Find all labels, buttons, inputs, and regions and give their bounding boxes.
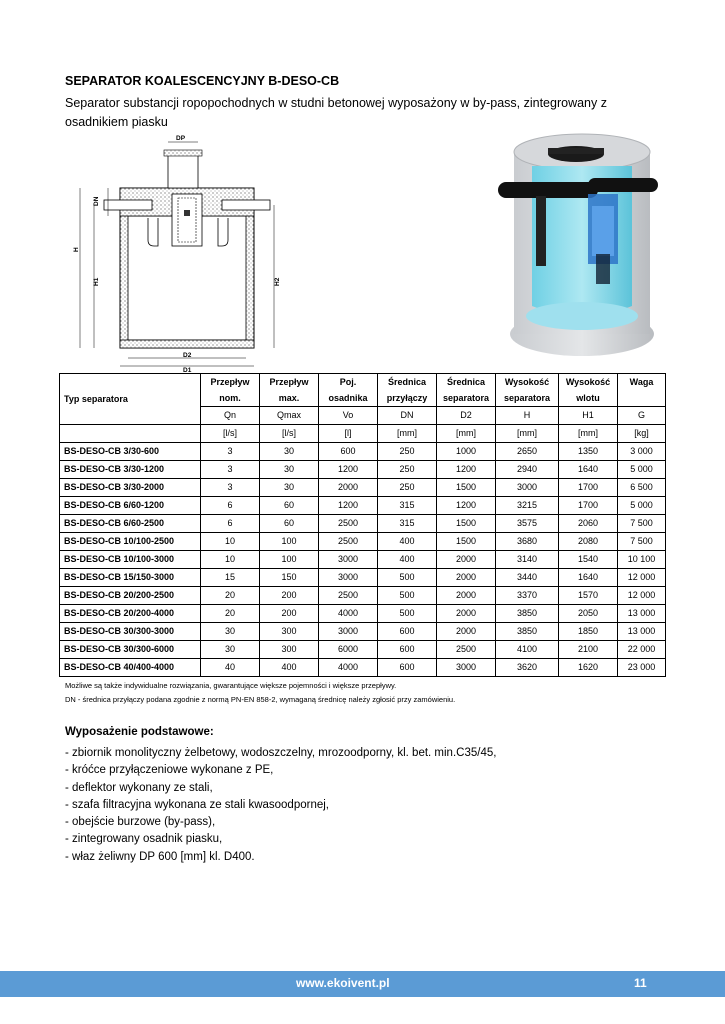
separator-type-cell: BS-DESO-CB 15/150-3000 <box>60 569 201 587</box>
table-cell: 3680 <box>496 533 559 551</box>
table-cell: 1200 <box>319 461 378 479</box>
table-cell: 600 <box>378 659 437 677</box>
page-title: SEPARATOR KOALESCENCYJNY B-DESO-CB <box>65 74 340 88</box>
note-dn-definition: DN - średnica przyłączy podana zgodnie z normą PN-EN 858-2, wymaganą średnicę należy zgłosić przy zamówieniu. <box>65 695 456 704</box>
table-row <box>60 443 666 461</box>
col-header: Waga <box>618 374 666 391</box>
table-cell: 7 500 <box>618 533 666 551</box>
label-dn: DN <box>93 196 100 206</box>
col-unit: [l/s] <box>260 425 319 443</box>
table-cell: 3575 <box>496 515 559 533</box>
cross-section-diagram <box>68 128 294 373</box>
table-row <box>60 659 666 677</box>
list-item: - szafa filtracyjna wykonana ze stali kwasoodpornej, <box>65 798 329 811</box>
equipment-title: Wyposażenie podstawowe: <box>65 726 214 738</box>
table-cell: 3 <box>201 479 260 497</box>
table-cell: 600 <box>378 623 437 641</box>
table-cell: 1000 <box>437 443 496 461</box>
table-cell: 200 <box>260 587 319 605</box>
separator-type-cell: BS-DESO-CB 3/30-1200 <box>60 461 201 479</box>
table-cell: 1850 <box>559 623 618 641</box>
table-cell: 6 <box>201 515 260 533</box>
table-cell: 2500 <box>319 587 378 605</box>
table-cell: 1500 <box>437 479 496 497</box>
table-cell: 4000 <box>319 659 378 677</box>
table-cell: 40 <box>201 659 260 677</box>
table-cell: 20 <box>201 605 260 623</box>
table-cell: 30 <box>260 461 319 479</box>
table-cell: 6 500 <box>618 479 666 497</box>
table-row <box>60 641 666 659</box>
equipment-list <box>65 745 496 866</box>
table-cell: 500 <box>378 605 437 623</box>
table-cell: 2500 <box>319 515 378 533</box>
table-cell: 2050 <box>559 605 618 623</box>
table-cell: 2940 <box>496 461 559 479</box>
table-cell: 30 <box>260 479 319 497</box>
table-cell: 23 000 <box>618 659 666 677</box>
table-cell: 3440 <box>496 569 559 587</box>
separator-type-cell: BS-DESO-CB 6/60-2500 <box>60 515 201 533</box>
table-cell: 4000 <box>319 605 378 623</box>
col-unit: [kg] <box>618 425 666 443</box>
subtitle-line-2: osadnikiem piasku <box>65 115 168 129</box>
table-cell: 1700 <box>559 479 618 497</box>
table-row <box>60 569 666 587</box>
list-item: - deflektor wykonany ze stali, <box>65 781 213 794</box>
table-unit-row <box>60 425 666 443</box>
col-unit: [mm] <box>496 425 559 443</box>
table-cell: 3 <box>201 461 260 479</box>
list-item: - zintegrowany osadnik piasku, <box>65 833 223 846</box>
type-header: Typ separatora <box>60 374 201 425</box>
table-cell: 1570 <box>559 587 618 605</box>
table-cell: 500 <box>378 569 437 587</box>
table-cell: 300 <box>260 623 319 641</box>
table-cell: 7 500 <box>618 515 666 533</box>
col-header-line2 <box>618 390 666 407</box>
table-cell: 3000 <box>319 569 378 587</box>
table-cell: 10 <box>201 551 260 569</box>
label-d2: D2 <box>183 352 192 359</box>
table-cell: 1350 <box>559 443 618 461</box>
col-header: Przepływ <box>201 374 260 391</box>
table-cell: 4100 <box>496 641 559 659</box>
table-row <box>60 605 666 623</box>
table-row <box>60 533 666 551</box>
table-cell: 3850 <box>496 605 559 623</box>
col-header-line2: przyłączy <box>378 390 437 407</box>
table-cell: 400 <box>260 659 319 677</box>
subtitle-line-1: Separator substancji ropopochodnych w studni betonowej wyposażony w by-pass, zintegrowany z <box>65 96 607 110</box>
table-cell: 250 <box>378 461 437 479</box>
table-cell: 1200 <box>319 497 378 515</box>
table-cell: 30 <box>201 641 260 659</box>
table-cell: 2500 <box>437 641 496 659</box>
table-cell: 2000 <box>437 623 496 641</box>
separator-type-cell: BS-DESO-CB 10/100-3000 <box>60 551 201 569</box>
label-h1: H1 <box>93 277 100 286</box>
label-h: H <box>73 247 80 252</box>
col-header: Wysokość <box>496 374 559 391</box>
table-cell: 250 <box>378 479 437 497</box>
note-individual-solutions: Możliwe są także indywidualne rozwiązania, gwarantujące większe pojemności i większe przepływy. <box>65 681 397 690</box>
col-unit: [l] <box>319 425 378 443</box>
table-row <box>60 479 666 497</box>
table-cell: 200 <box>260 605 319 623</box>
col-header: Przepływ <box>260 374 319 391</box>
table-cell: 60 <box>260 515 319 533</box>
col-header-line2: max. <box>260 390 319 407</box>
list-item: - obejście burzowe (by-pass), <box>65 816 216 829</box>
table-cell: 2000 <box>437 569 496 587</box>
table-cell: 6 <box>201 497 260 515</box>
col-header-line2: separatora <box>496 390 559 407</box>
table-row <box>60 515 666 533</box>
table-cell: 3 000 <box>618 443 666 461</box>
table-cell: 300 <box>260 641 319 659</box>
table-cell: 2080 <box>559 533 618 551</box>
table-cell: 1500 <box>437 515 496 533</box>
table-cell: 1200 <box>437 497 496 515</box>
separator-3d-render <box>492 130 662 360</box>
col-symbol: D2 <box>437 407 496 425</box>
table-cell: 5 000 <box>618 461 666 479</box>
specification-table <box>59 373 666 677</box>
col-symbol: G <box>618 407 666 425</box>
table-cell: 1540 <box>559 551 618 569</box>
table-cell: 3000 <box>319 551 378 569</box>
table-row <box>60 497 666 515</box>
col-symbol: H1 <box>559 407 618 425</box>
table-cell: 315 <box>378 497 437 515</box>
col-unit: [mm] <box>437 425 496 443</box>
table-cell: 2060 <box>559 515 618 533</box>
col-symbol: Qmax <box>260 407 319 425</box>
table-cell: 1200 <box>437 461 496 479</box>
col-unit: [mm] <box>378 425 437 443</box>
table-header-row <box>60 374 666 391</box>
table-cell: 100 <box>260 533 319 551</box>
col-header-line2: nom. <box>201 390 260 407</box>
label-d1: D1 <box>183 367 192 373</box>
table-cell: 2500 <box>319 533 378 551</box>
col-header: Poj. <box>319 374 378 391</box>
col-symbol: Vo <box>319 407 378 425</box>
col-symbol: Qn <box>201 407 260 425</box>
col-header: Średnica <box>378 374 437 391</box>
table-cell: 400 <box>378 551 437 569</box>
table-cell: 1640 <box>559 569 618 587</box>
table-cell: 10 100 <box>618 551 666 569</box>
table-cell: 1640 <box>559 461 618 479</box>
table-row <box>60 623 666 641</box>
table-cell: 150 <box>260 569 319 587</box>
table-cell: 2000 <box>437 551 496 569</box>
table-cell: 60 <box>260 497 319 515</box>
table-cell: 3140 <box>496 551 559 569</box>
col-header: Wysokość <box>559 374 618 391</box>
list-item: - króćce przyłączeniowe wykonane z PE, <box>65 764 274 777</box>
table-cell: 500 <box>378 587 437 605</box>
col-unit: [mm] <box>559 425 618 443</box>
page-number: 11 <box>634 976 647 990</box>
table-cell: 30 <box>260 443 319 461</box>
col-header-line2: wlotu <box>559 390 618 407</box>
table-cell: 400 <box>378 533 437 551</box>
separator-type-cell: BS-DESO-CB 40/400-4000 <box>60 659 201 677</box>
table-cell: 12 000 <box>618 569 666 587</box>
table-cell: 1620 <box>559 659 618 677</box>
col-symbol: H <box>496 407 559 425</box>
footer-bar <box>0 971 725 997</box>
table-cell: 1500 <box>437 533 496 551</box>
separator-type-cell: BS-DESO-CB 30/300-3000 <box>60 623 201 641</box>
table-cell: 3 <box>201 443 260 461</box>
table-cell: 2000 <box>319 479 378 497</box>
table-cell: 3215 <box>496 497 559 515</box>
col-header-line2: osadnika <box>319 390 378 407</box>
table-cell: 1700 <box>559 497 618 515</box>
table-cell: 5 000 <box>618 497 666 515</box>
list-item: - zbiornik monolityczny żelbetowy, wodoszczelny, mrozoodporny, kl. bet. min.C35/45, <box>65 747 497 759</box>
separator-type-cell: BS-DESO-CB 20/200-2500 <box>60 587 201 605</box>
table-cell: 3000 <box>437 659 496 677</box>
footer-website-link[interactable]: www.ekoivent.pl <box>296 976 390 990</box>
table-cell: 315 <box>378 515 437 533</box>
table-cell: 3000 <box>496 479 559 497</box>
table-cell: 3850 <box>496 623 559 641</box>
table-row <box>60 587 666 605</box>
list-item: - właz żeliwny DP 600 [mm] kl. D400. <box>65 850 255 863</box>
table-row <box>60 551 666 569</box>
table-cell: 2100 <box>559 641 618 659</box>
page-subtitle <box>65 94 661 132</box>
table-cell: 100 <box>260 551 319 569</box>
table-cell: 2000 <box>437 605 496 623</box>
table-cell: 3000 <box>319 623 378 641</box>
separator-type-cell: BS-DESO-CB 10/100-2500 <box>60 533 201 551</box>
table-cell: 20 <box>201 587 260 605</box>
separator-type-cell: BS-DESO-CB 30/300-6000 <box>60 641 201 659</box>
table-cell: 250 <box>378 443 437 461</box>
table-cell: 12 000 <box>618 587 666 605</box>
table-cell: 13 000 <box>618 605 666 623</box>
separator-type-cell: BS-DESO-CB 3/30-2000 <box>60 479 201 497</box>
label-dp: DP <box>176 135 186 142</box>
col-symbol: DN <box>378 407 437 425</box>
table-cell: 30 <box>201 623 260 641</box>
table-cell: 600 <box>319 443 378 461</box>
table-cell: 10 <box>201 533 260 551</box>
separator-type-cell: BS-DESO-CB 3/30-600 <box>60 443 201 461</box>
table-cell: 2000 <box>437 587 496 605</box>
table-cell: 3370 <box>496 587 559 605</box>
col-unit: [l/s] <box>201 425 260 443</box>
col-header: Średnica <box>437 374 496 391</box>
table-cell: 13 000 <box>618 623 666 641</box>
label-h2: H2 <box>274 277 281 286</box>
col-header-line2: separatora <box>437 390 496 407</box>
table-cell: 2650 <box>496 443 559 461</box>
table-cell: 3620 <box>496 659 559 677</box>
table-cell: 22 000 <box>618 641 666 659</box>
separator-type-cell: BS-DESO-CB 20/200-4000 <box>60 605 201 623</box>
table-cell: 15 <box>201 569 260 587</box>
table-cell: 6000 <box>319 641 378 659</box>
table-row <box>60 461 666 479</box>
table-cell: 600 <box>378 641 437 659</box>
separator-type-cell: BS-DESO-CB 6/60-1200 <box>60 497 201 515</box>
